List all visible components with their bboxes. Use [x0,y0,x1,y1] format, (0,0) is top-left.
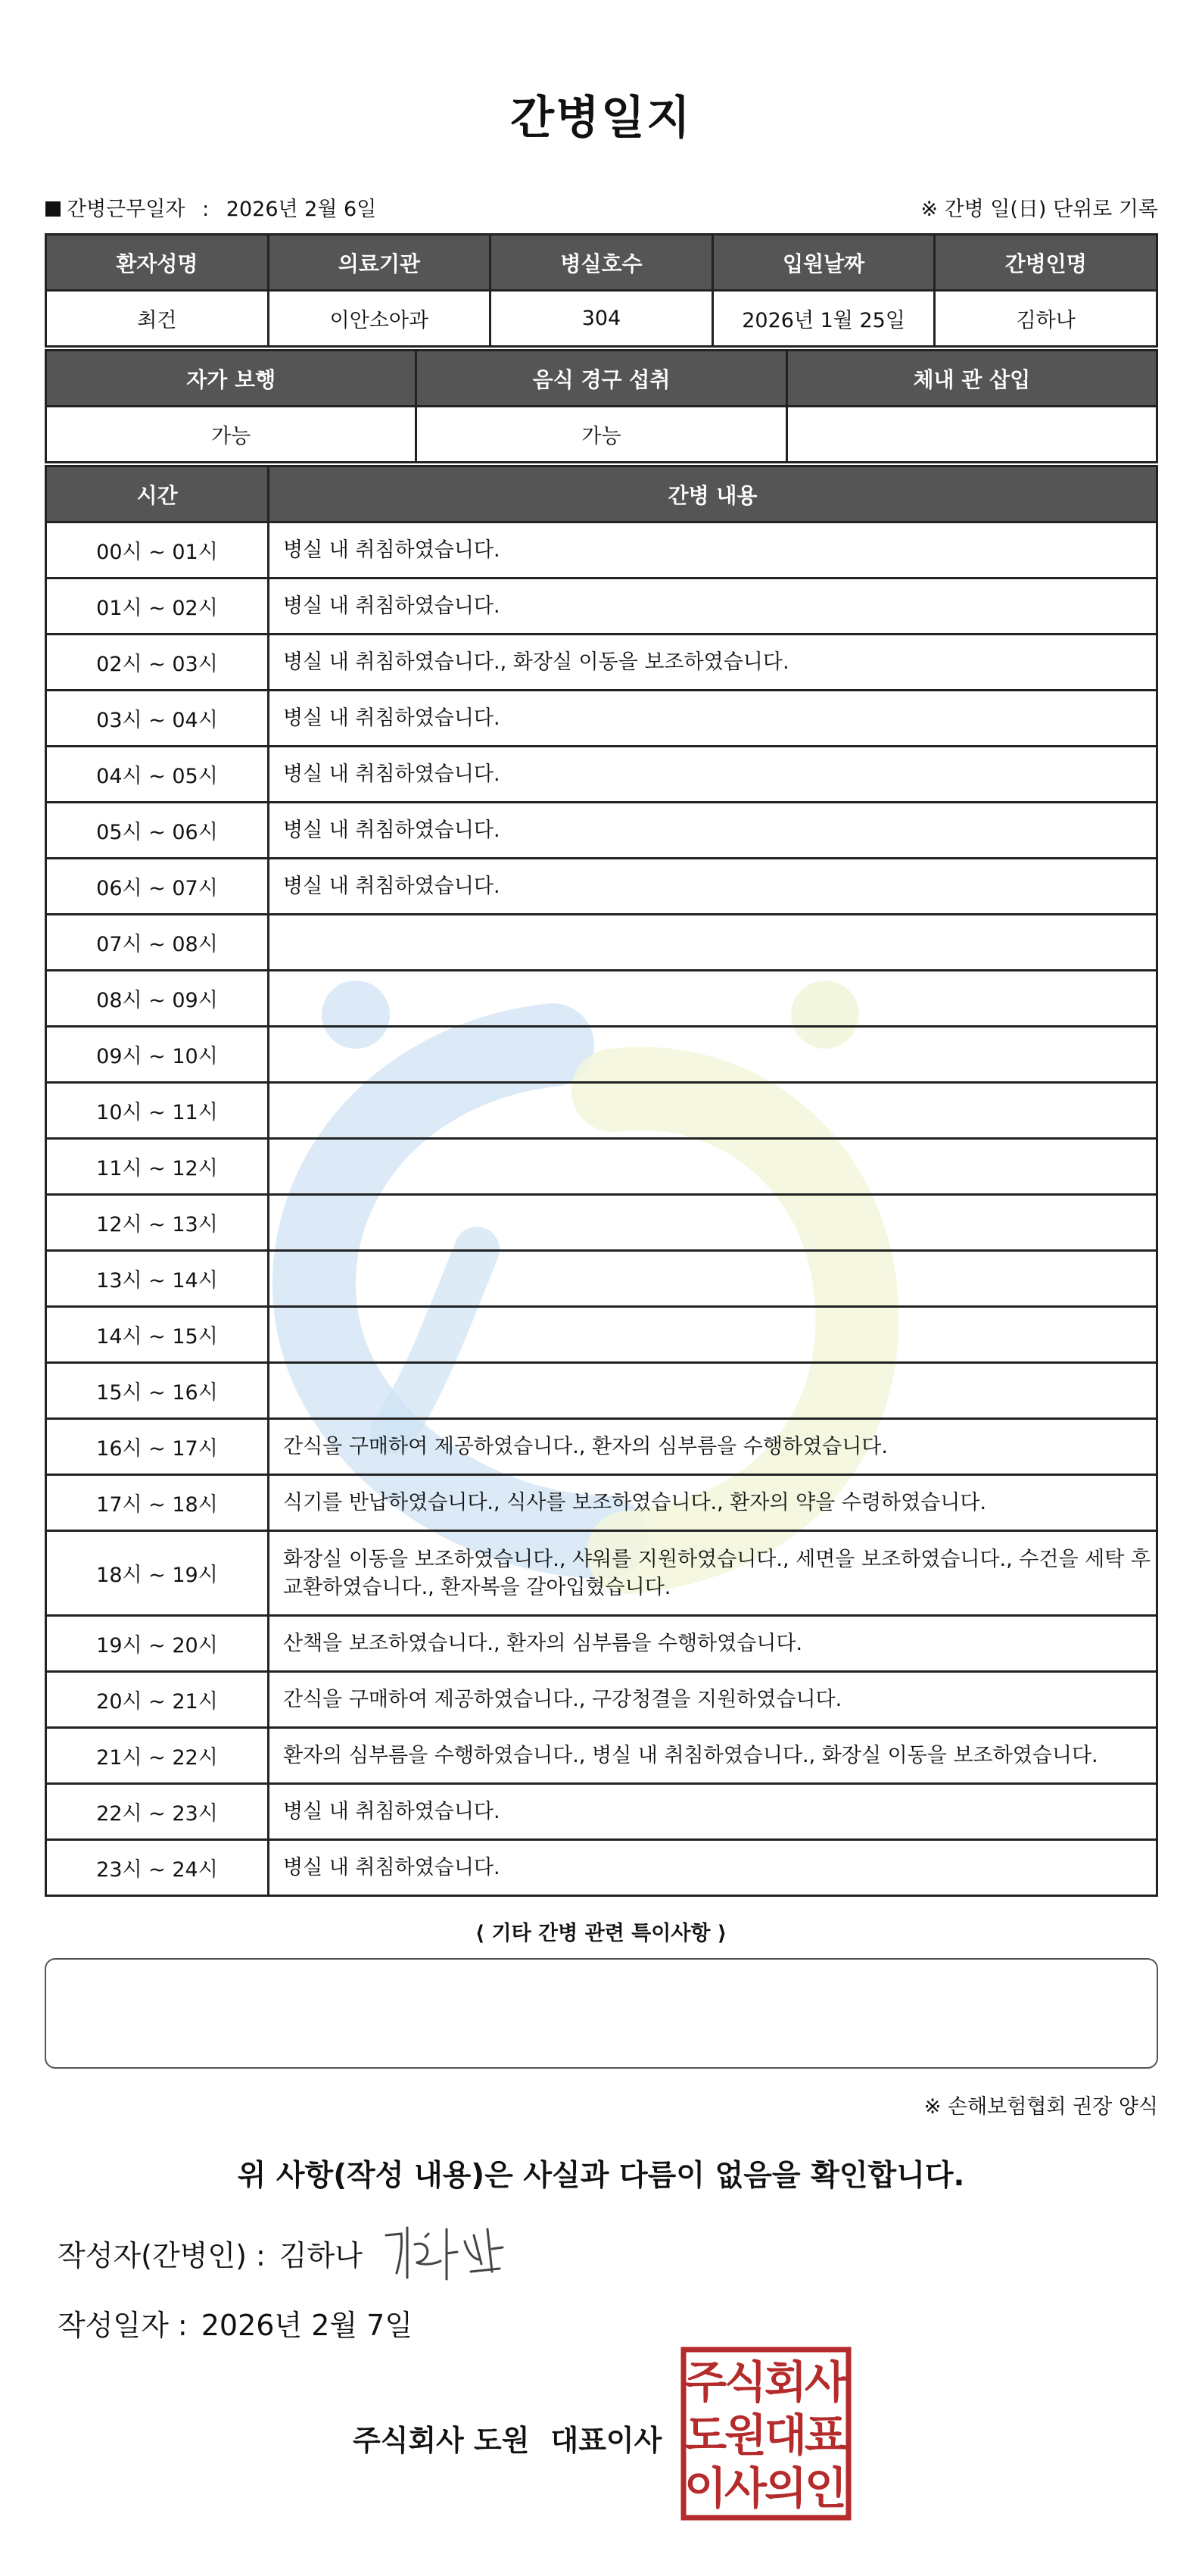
header-self-walking: 자가 보행 [46,351,416,407]
table-row [46,691,1157,747]
log-content-cell: 병실 내 취침하였습니다., 화장실 이동을 보조하였습니다. [269,635,1157,691]
writer-label: 작성자(간병인) : [58,2239,266,2272]
log-time-cell: 14시 ~ 15시 [46,1307,269,1363]
header-tube-insertion: 체내 관 삽입 [786,351,1157,407]
log-time-cell: 21시 ~ 22시 [46,1728,269,1784]
room-number-cell: 304 [490,291,713,347]
log-time-cell: 19시 ~ 20시 [46,1616,269,1672]
table-row [46,522,1157,579]
admission-date-cell: 2026년 1월 25일 [712,291,935,347]
log-time-cell: 22시 ~ 23시 [46,1784,269,1840]
log-time-cell: 20시 ~ 21시 [46,1672,269,1728]
table-row [46,1840,1157,1896]
header-admission-date: 입원날짜 [712,235,935,291]
seal-character: 원 [724,2409,768,2461]
seal-character: 인 [804,2462,848,2514]
log-time-cell: 04시 ~ 05시 [46,747,269,803]
log-content-cell: 간식을 구매하여 제공하였습니다., 구강청결을 지원하였습니다. [269,1672,1157,1728]
seal-character: 대 [764,2409,808,2461]
writer-line [58,2232,363,2274]
table-row [46,1195,1157,1251]
company-line [353,2417,662,2459]
table-row [46,915,1157,971]
log-content-cell: 병실 내 취침하였습니다. [269,1784,1157,1840]
log-time-cell: 01시 ~ 02시 [46,579,269,635]
log-time-cell: 00시 ~ 01시 [46,522,269,579]
log-content-cell [269,1195,1157,1251]
log-content-cell [269,971,1157,1027]
header-oral-intake: 음식 경구 섭취 [416,351,786,407]
table-row [46,1251,1157,1307]
table-row [46,859,1157,915]
log-time-cell: 12시 ~ 13시 [46,1195,269,1251]
log-content-cell [269,1027,1157,1083]
seal-character: 표 [804,2409,848,2461]
log-time-cell: 03시 ~ 04시 [46,691,269,747]
table-row [46,1531,1157,1616]
log-time-cell: 10시 ~ 11시 [46,1083,269,1139]
recommend-note: ※ 손해보험협회 권장 양식 [923,2095,1158,2119]
work-date-separator: : [202,198,210,221]
table-row [46,1139,1157,1195]
log-time-cell: 07시 ~ 08시 [46,915,269,971]
table-row [46,1672,1157,1728]
log-time-cell: 16시 ~ 17시 [46,1419,269,1475]
patient-name-cell: 최건 [46,291,269,347]
care-log-rows [46,522,1157,1896]
table-row [46,635,1157,691]
write-date-label: 작성일자 : [58,2309,188,2342]
log-content-cell: 병실 내 취침하였습니다. [269,803,1157,859]
log-content-cell [269,1251,1157,1307]
oral-intake-cell: 가능 [416,407,786,463]
table-row [46,1027,1157,1083]
square-bullet-icon [45,201,61,217]
write-date-value: 2026년 2월 7일 [201,2309,413,2342]
seal-character: 식 [724,2356,768,2408]
log-content-cell [269,1307,1157,1363]
seal-character: 주 [684,2356,727,2408]
hospital-cell: 이안소아과 [268,291,490,347]
special-notes-box [45,1958,1158,2069]
log-content-cell: 병실 내 취침하였습니다. [269,579,1157,635]
log-content-cell: 병실 내 취침하였습니다. [269,691,1157,747]
table-row [46,1083,1157,1139]
log-content-cell [269,1083,1157,1139]
log-time-cell: 23시 ~ 24시 [46,1840,269,1896]
log-time-cell: 06시 ~ 07시 [46,859,269,915]
care-log-table [45,465,1158,1897]
log-content-cell: 간식을 구매하여 제공하였습니다., 환자의 심부름을 수행하였습니다. [269,1419,1157,1475]
table-row [46,1728,1157,1784]
table-row [46,1616,1157,1672]
log-time-cell: 05시 ~ 06시 [46,803,269,859]
work-date-label: 간병근무일자 [67,198,185,221]
caregiver-name-cell: 김하나 [935,291,1157,347]
ceo-label: 대표이사 [550,2424,662,2457]
log-time-cell: 02시 ~ 03시 [46,635,269,691]
log-content-cell: 병실 내 취침하였습니다. [269,1840,1157,1896]
self-walking-cell: 가능 [46,407,416,463]
log-time-cell: 11시 ~ 12시 [46,1139,269,1195]
table-row [46,1475,1157,1531]
log-content-cell: 화장실 이동을 보조하였습니다., 샤워를 지원하였습니다., 세면을 보조하였습니다., 수건을 세탁 후 교환하였습니다., 환자복을 갈아입혔습니다. [269,1531,1157,1616]
table-row [46,1307,1157,1363]
log-content-cell: 식기를 반납하였습니다., 식사를 보조하였습니다., 환자의 약을 수령하였습니다. [269,1475,1157,1531]
handwritten-signature [378,2219,507,2287]
work-date-value: 2026년 2월 6일 [226,198,377,221]
table-row [46,803,1157,859]
header-patient-name: 환자성명 [46,235,269,291]
header-hospital: 의료기관 [268,235,490,291]
company-name: 주식회사 도원 [353,2424,530,2457]
log-content-cell: 병실 내 취침하였습니다. [269,859,1157,915]
log-time-cell: 09시 ~ 10시 [46,1027,269,1083]
tube-insertion-cell [786,407,1157,463]
patient-info-table [45,233,1158,348]
header-caregiver-name: 간병인명 [935,235,1157,291]
record-unit-note: ※ 간병 일(日) 단위로 기록 [920,198,1158,221]
write-date-line [58,2302,413,2344]
seal-character: 사 [724,2462,768,2514]
seal-character: 사 [804,2356,848,2408]
table-row [46,1363,1157,1419]
seal-character: 도 [684,2409,727,2461]
log-time-cell: 15시 ~ 16시 [46,1363,269,1419]
notes-title: ⟨ 기타 간병 관련 특이사항 ⟩ [475,1922,727,1945]
log-time-cell: 18시 ~ 19시 [46,1531,269,1616]
log-time-cell: 08시 ~ 09시 [46,971,269,1027]
log-content-cell: 산책을 보조하였습니다., 환자의 심부름을 수행하였습니다. [269,1616,1157,1672]
log-time-cell: 17시 ~ 18시 [46,1475,269,1531]
page-title: 간병일지 [510,92,692,145]
patient-status-table [45,349,1158,463]
header-care-content: 간병 내용 [269,466,1157,522]
header-room-number: 병실호수 [490,235,713,291]
seal-character: 이 [684,2462,727,2514]
table-row [46,747,1157,803]
seal-character: 의 [764,2462,808,2514]
log-content-cell [269,1363,1157,1419]
confirmation-statement: 위 사항(작성 내용)은 사실과 다름이 없음을 확인합니다. [237,2159,965,2193]
log-time-cell: 13시 ~ 14시 [46,1251,269,1307]
seal-character: 회 [764,2356,808,2408]
work-date-line [45,192,376,222]
table-row [46,971,1157,1027]
log-content-cell: 환자의 심부름을 수행하였습니다., 병실 내 취침하였습니다., 화장실 이동을 보조하였습니다. [269,1728,1157,1784]
log-content-cell: 병실 내 취침하였습니다. [269,522,1157,579]
company-seal [680,2346,852,2521]
table-row [46,1784,1157,1840]
header-time: 시간 [46,466,269,522]
log-content-cell: 병실 내 취침하였습니다. [269,747,1157,803]
table-row [46,1419,1157,1475]
log-content-cell [269,915,1157,971]
table-row [46,579,1157,635]
log-content-cell [269,1139,1157,1195]
writer-name: 김하나 [279,2239,363,2272]
